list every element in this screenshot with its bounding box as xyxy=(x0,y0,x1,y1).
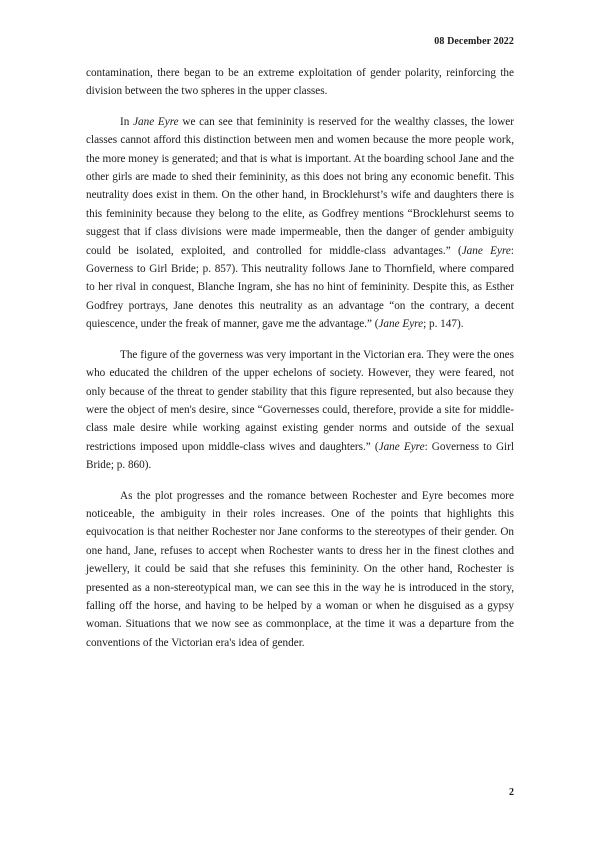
text-segment: The figure of the governess was very important in the Victorian era. They were the ones who educated the children of the upper echelons of society. However, they were feared, not only because of the threat to gender stability that this figure represented, but also because they were the object of men's desire, since “Governesses could, therefore, provide a site for middle-class male desire while working against existing gender norms and outside of the sexual restrictions imposed upon middle-class wives and daughters.” ( xyxy=(86,348,514,453)
text-segment: we can see that femininity is reserved for the wealthy classes, the lower classes cannot afford this distinction between men and women because the more people work, the more money is generated; and that is what is important. At the boarding school Jane and the other girls are made to shed their femininity, as this does not bring any economic benefit. This neutrality does exist in them. On the other hand, in Brocklehurst’s wife and daughters there is this femininity because they belong to the elite, as Godfrey mentions “Brocklehurst seems to suggest that if class divisions were made impermeable, then the danger of gender ambiguity could be isolated, exploited, and controlled for middle-class advantages.” ( xyxy=(86,115,515,257)
italic-title: Jane Eyre xyxy=(378,440,425,453)
text-segment: contamination, there began to be an extreme exploitation of gender polarity, reinforcing the division between the two spheres in the upper classes. xyxy=(86,67,514,98)
page-number: 2 xyxy=(509,787,514,798)
paragraph-3 xyxy=(86,346,514,475)
italic-title: Jane Eyre xyxy=(133,115,179,128)
paragraph-1 xyxy=(86,64,514,101)
paragraph-2 xyxy=(86,113,514,334)
body-text xyxy=(86,64,514,664)
text-segment: : Governess to Girl Bride; p. 857). This neutrality follows Jane to Thornfield, where compared to her rival in conquest, Blanche Ingram, she has no hint of femininity. Despite this, as Esther Godfrey portrays, Jane denotes this neutrality as an advantage “on the contrary, a decent quiescence, under the freak of manner, gave me the advantage.” ( xyxy=(86,244,514,331)
text-segment: : Governess to Girl Bride; p. 860). xyxy=(86,440,514,472)
text-segment: In xyxy=(120,115,134,128)
italic-title: Jane Eyre xyxy=(461,244,511,257)
text-segment: ; p. 147). xyxy=(423,318,464,331)
paragraph-4 xyxy=(86,487,514,653)
text-segment: As the plot progresses and the romance between Rochester and Eyre becomes more noticeable, the ambiguity in their roles increases. One of the points that highlights this equivocation is that neither Rochester nor Jane conforms to the stereotypes of their gender. On one hand, Jane, refuses to accept when Rochester wants to dress her in the finest clothes and jewellery, it could be said that she refuses this femininity. On the other hand, Rochester is presented as a non-stereotypical man, we can see this in the way he is introduced in the story, falling off the horse, and having to be helped by a woman or when he disguised as a gypsy woman. Situations that we now see as commonplace, at the time it was a departure from the conventions of the Victorian era's idea of gender. xyxy=(86,489,514,649)
italic-title: Jane Eyre xyxy=(378,318,424,331)
header-date: 08 December 2022 xyxy=(434,36,514,47)
